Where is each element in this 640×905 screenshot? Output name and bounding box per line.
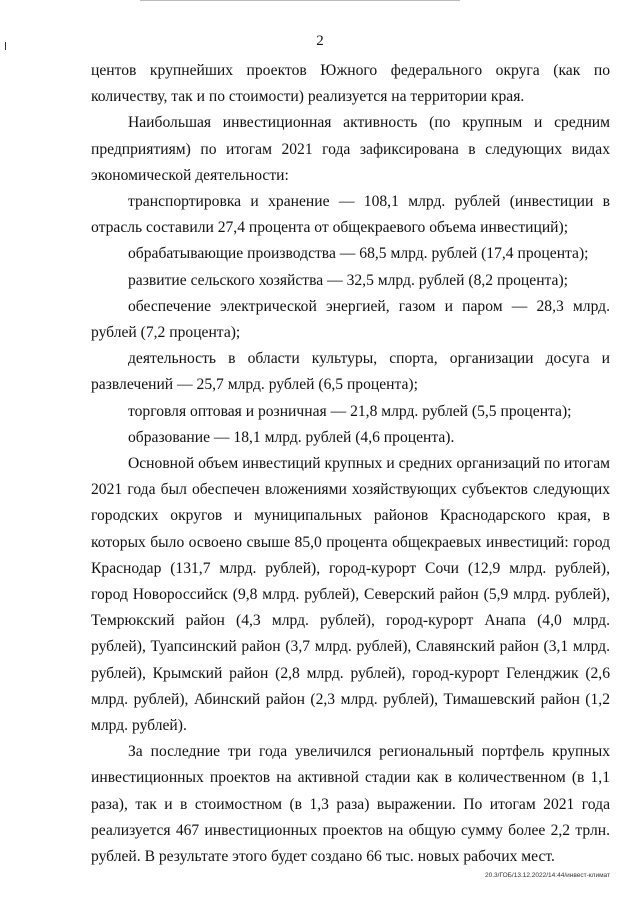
list-item-culture: деятельность в области культуры, спорта, организации досуга и развлечений — 25,7 млрд. рублей (6,5 процента); [91,350,610,394]
page-number: 2 [316,33,324,49]
list-item-agriculture: развитие сельского хозяйства — 32,5 млрд. рублей (8,2 процента); [128,271,568,289]
paragraph-1: центов крупнейших проектов Южного федерального округа (как по количеству, так и по стоимости) реализуется на территории края. [91,62,610,106]
list-item-manufacturing: обрабатывающие производства — 68,5 млрд. рублей (17,4 процента); [128,245,589,263]
paragraph-portfolio: За последние три года увеличился региональный портфель крупных инвестиционных проектов на активной стадии как в количественном (в 1,1 раза), так и в стоимостном (в 1,3 раза) выражении. По итогам 2021 года реализуется 467 инвестиционных проектов на общую сумму более 2,2 трлн. рублей. В результате этого будет создано 66 тыс. новых рабочих мест. [91,743,610,866]
paragraph-2: Наибольшая инвестиционная активность (по крупным и средним предприятиям) по итогам 2021 года зафиксирована в следующих видах экономической деятельности: [91,114,610,184]
paragraph-municipalities: Основной объем инвестиций крупных и средних организаций по итогам 2021 года был обеспечен вложениями хозяйствующих субъектов следующих городских округов и муниципальных районов Краснодарского края, в которых было освоено свыше 85,0 процента общекраевых инвестиций: город Краснодар (131,7 млрд. рублей), город-курорт Сочи (12,9 млрд. рублей), город Новороссийск (9,8 млрд. рублей), Северский район (5,9 млрд. рублей), Темрюкский район (4,3 млрд. рублей), город-курорт Анапа (4,0 млрд. рублей), Туапсинский район (3,7 млрд. рублей), Славянский район (3,1 млрд. рублей), Крымский район (2,8 млрд. рублей), город-курорт Геленджик (2,6 млрд. рублей), Абинский район (2,3 млрд. рублей), Тимашевский район (1,2 млрд. рублей). [91,455,610,735]
list-item-trade: торговля оптовая и розничная — 21,8 млрд. рублей (5,5 процента); [128,402,572,420]
list-item-energy: обеспечение электрической энергией, газом и паром — 28,3 млрд. рублей (7,2 процента); [91,297,610,342]
document-body [91,58,610,870]
footer-code: 20.3/ГОБ/13.12.2022/14:44/инвест-климат [484,872,610,879]
list-item-education: образование — 18,1 млрд. рублей (4,6 процента). [128,428,455,446]
list-item-transport: транспортировка и хранение — 108,1 млрд. рублей (инвестиции в отрасль составили 27,4 процента от общекраевого объема инвестиций); [91,193,610,237]
scan-edge [140,0,460,1]
